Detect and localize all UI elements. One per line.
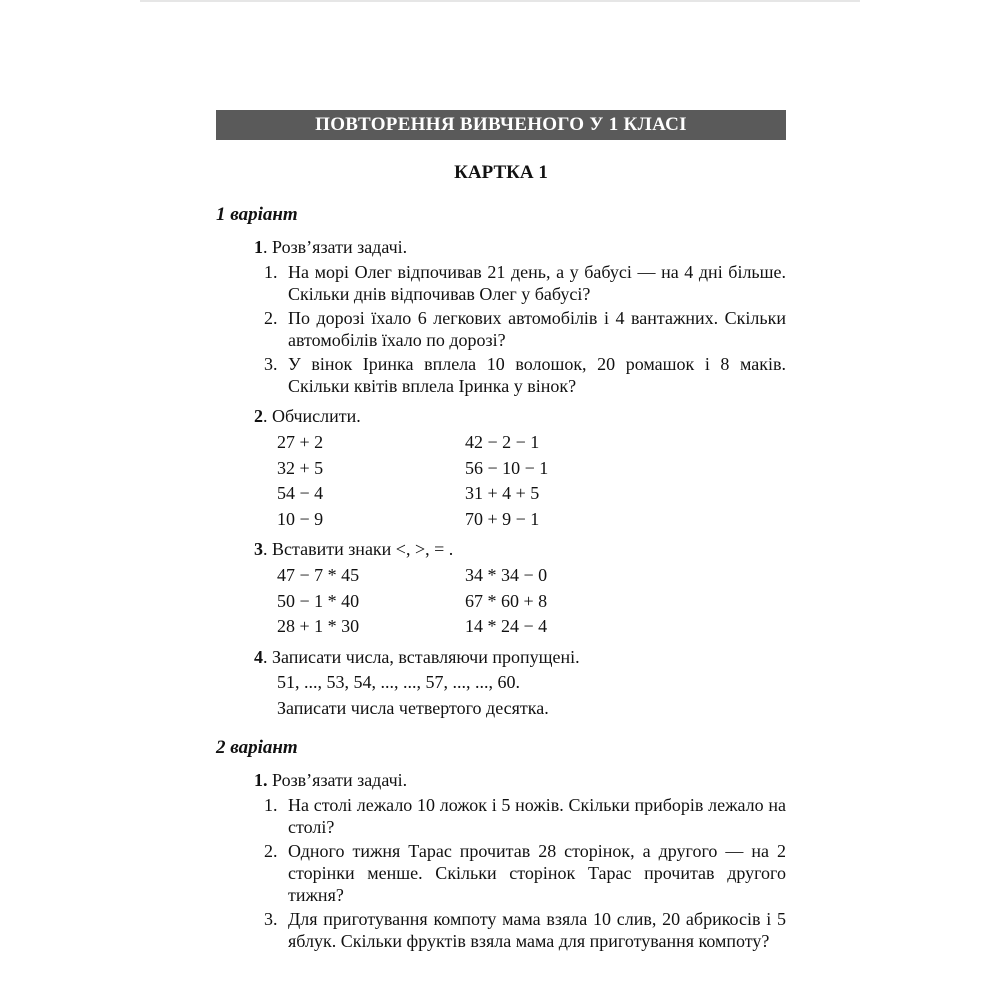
comparison: 47 − 7 * 45 — [277, 565, 360, 585]
problem-item: 3. У вінок Іринка вплела 10 волошок, 20 ромашок і 8 маків. Скільки квітів вплела Іринка у вінок? — [264, 354, 786, 396]
problem-item: 1. На морі Олег відпочивав 21 день, а у бабусі — на 4 дні більше. Скільки днів відпочивав Олег у бабусі? — [264, 262, 786, 304]
number-sequence: 51, ..., 53, 54, ..., ..., 57, ..., ..., 60. — [277, 671, 520, 692]
expression: 70 + 9 − 1 — [465, 508, 540, 529]
expression-grid — [277, 431, 786, 530]
problem-list — [216, 794, 786, 952]
top-border — [140, 0, 860, 2]
worksheet-page — [216, 110, 786, 954]
comparison: 67 * 60 + 8 — [465, 590, 548, 611]
comparison-grid — [277, 564, 786, 638]
task-heading: 2. Обчислити. — [254, 406, 361, 426]
section-banner: ПОВТОРЕННЯ ВИВЧЕНОГО У 1 КЛАСІ — [216, 110, 786, 140]
problem-item: 2. По дорозі їхало 6 легкових автомобілів і 4 вантажних. Скільки автомобілів їхало по дорозі? — [264, 308, 786, 350]
card-title: КАРТКА 1 — [454, 162, 548, 183]
problem-item: 1. На столі лежало 10 ложок і 5 ножів. Скільки приборів лежало на столі? — [264, 794, 786, 837]
expression: 27 + 2 — [277, 432, 324, 452]
v1-task-2 — [216, 405, 786, 530]
v2-task-1 — [216, 769, 786, 952]
task-heading: 1. Розв’язати задачі. — [254, 237, 408, 257]
comparison: 28 + 1 * 30 — [277, 616, 360, 636]
comparison: 50 − 1 * 40 — [277, 590, 360, 611]
v1-task-3 — [216, 538, 786, 638]
task-heading: 4. Записати числа, вставляючи пропущені. — [254, 646, 580, 667]
v1-task-1 — [216, 236, 786, 397]
task-heading: 1. Розв’язати задачі. — [254, 769, 408, 790]
variant-1-title: 1 варіант — [216, 204, 298, 225]
expression: 54 − 4 — [277, 483, 324, 503]
variant-2-title: 2 варіант — [216, 736, 298, 758]
problem-list — [216, 261, 786, 397]
problem-item: 3. Для приготування компоту мама взяла 10 слив, 20 абрикосів і 5 яблук. Скільки фруктів взяла мама для приготування компоту? — [264, 908, 786, 951]
task-instruction: Записати числа четвертого десятка. — [277, 697, 549, 718]
comparison: 14 * 24 − 4 — [465, 616, 548, 636]
task-heading: 3. Вставити знаки <, >, = . — [254, 539, 454, 559]
expression: 32 + 5 — [277, 457, 324, 478]
v1-task-4 — [216, 646, 786, 721]
expression: 42 − 2 − 1 — [465, 432, 540, 452]
comparison: 34 * 34 − 0 — [465, 565, 548, 585]
problem-item: 2. Одного тижня Тарас прочитав 28 сторінок, а другого — на 2 сторінки менше. Скільки сторінок Тарас прочитав другого тижня? — [264, 840, 786, 905]
expression: 10 − 9 — [277, 508, 324, 529]
expression: 56 − 10 − 1 — [465, 457, 549, 478]
expression: 31 + 4 + 5 — [465, 483, 540, 503]
